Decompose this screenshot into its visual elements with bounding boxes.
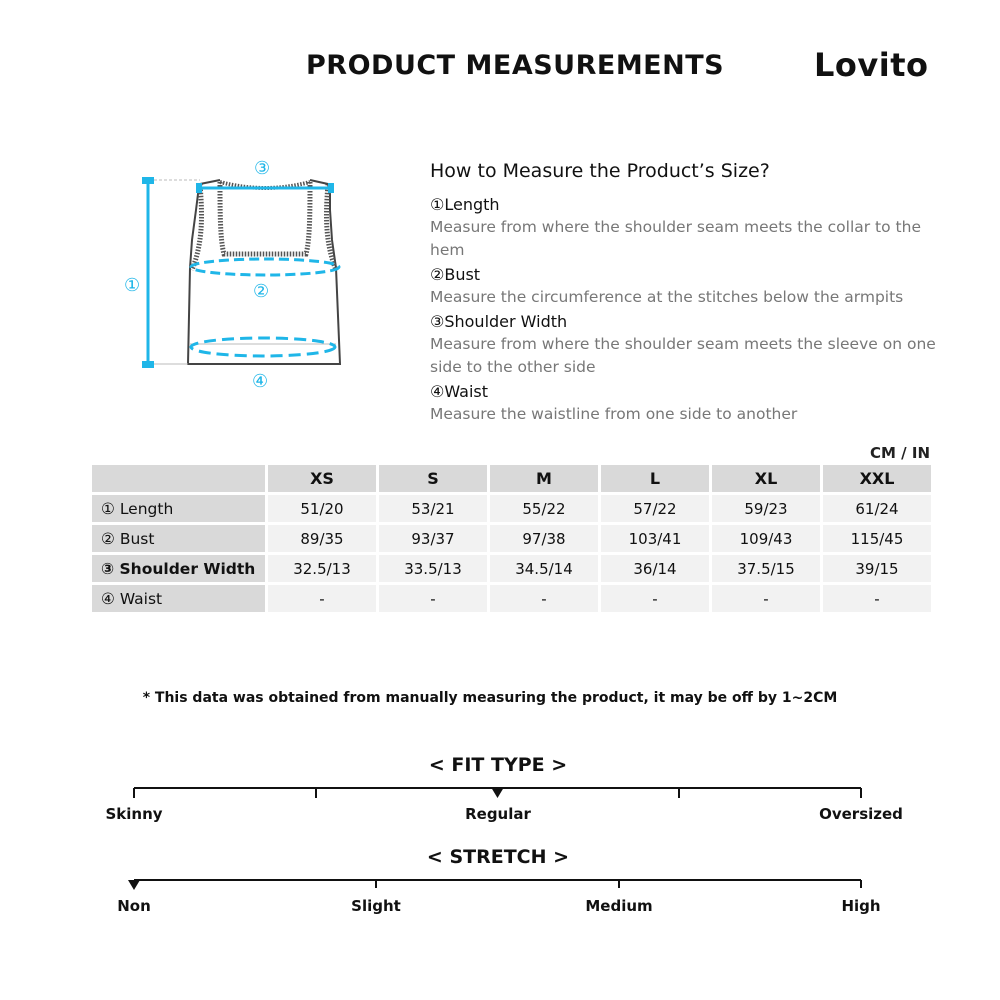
measure-guide bbox=[430, 194, 950, 428]
size-header: XXL bbox=[823, 465, 931, 492]
table-cell: 115/45 bbox=[823, 525, 931, 552]
stretch-marker-icon bbox=[128, 880, 140, 890]
table-cell: 57/22 bbox=[601, 495, 709, 522]
stretch-scale bbox=[0, 872, 1000, 896]
stretch-label-slight: Slight bbox=[351, 897, 401, 915]
table-row bbox=[92, 585, 931, 612]
row-label: ④ Waist bbox=[92, 585, 265, 612]
table-row bbox=[92, 525, 931, 552]
table-corner bbox=[92, 465, 265, 492]
fit-type-label-regular: Regular bbox=[465, 805, 531, 823]
length-measure-icon bbox=[142, 177, 200, 368]
table-row bbox=[92, 495, 931, 522]
stretch-label-medium: Medium bbox=[585, 897, 653, 915]
table-cell: - bbox=[823, 585, 931, 612]
fit-type-scale bbox=[0, 780, 1000, 804]
guide-term-waist: ④Waist bbox=[430, 382, 488, 401]
bust-measure-icon bbox=[191, 259, 339, 275]
size-header: XS bbox=[268, 465, 376, 492]
table-cell: - bbox=[268, 585, 376, 612]
table-row bbox=[92, 555, 931, 582]
table-cell: 55/22 bbox=[490, 495, 598, 522]
size-header: L bbox=[601, 465, 709, 492]
guide-desc-shoulder: Measure from where the shoulder seam meets the sleeve on one side to the other side bbox=[430, 335, 936, 376]
stretch-label-high: High bbox=[841, 897, 881, 915]
row-label: ① Length bbox=[92, 495, 265, 522]
guide-term-length: ①Length bbox=[430, 195, 500, 214]
table-cell: 53/21 bbox=[379, 495, 487, 522]
size-table bbox=[89, 462, 934, 615]
table-cell: 39/15 bbox=[823, 555, 931, 582]
table-cell: - bbox=[601, 585, 709, 612]
table-cell: - bbox=[379, 585, 487, 612]
brand-logo: Lovito bbox=[814, 46, 929, 84]
size-header: XL bbox=[712, 465, 820, 492]
table-cell: 97/38 bbox=[490, 525, 598, 552]
units-label: CM / IN bbox=[870, 444, 930, 462]
shoulder-measure-icon bbox=[196, 183, 334, 193]
stretch-title: < STRETCH > bbox=[426, 846, 570, 868]
marker-bust: ② bbox=[253, 281, 270, 302]
table-header-row bbox=[92, 465, 931, 492]
fit-type-label-skinny: Skinny bbox=[105, 805, 163, 823]
marker-waist: ④ bbox=[252, 371, 269, 392]
table-cell: 51/20 bbox=[268, 495, 376, 522]
guide-term-bust: ②Bust bbox=[430, 265, 481, 284]
guide-desc-bust: Measure the circumference at the stitches below the armpits bbox=[430, 288, 904, 306]
table-cell: - bbox=[490, 585, 598, 612]
row-label: ③ Shoulder Width bbox=[92, 555, 265, 582]
size-header: M bbox=[490, 465, 598, 492]
waist-measure-icon bbox=[191, 338, 335, 356]
table-cell: 34.5/14 bbox=[490, 555, 598, 582]
table-cell: - bbox=[712, 585, 820, 612]
table-cell: 36/14 bbox=[601, 555, 709, 582]
table-cell: 37.5/15 bbox=[712, 555, 820, 582]
guide-term-shoulder: ③Shoulder Width bbox=[430, 312, 568, 331]
table-cell: 61/24 bbox=[823, 495, 931, 522]
table-cell: 109/43 bbox=[712, 525, 820, 552]
stretch-label-non: Non bbox=[117, 897, 151, 915]
size-header: S bbox=[379, 465, 487, 492]
page-title: PRODUCT MEASUREMENTS bbox=[306, 50, 725, 81]
table-cell: 103/41 bbox=[601, 525, 709, 552]
marker-shoulder: ③ bbox=[254, 158, 271, 179]
tank-top-diagram bbox=[100, 150, 360, 400]
table-cell: 59/23 bbox=[712, 495, 820, 522]
table-cell: 89/35 bbox=[268, 525, 376, 552]
table-cell: 33.5/13 bbox=[379, 555, 487, 582]
row-label: ② Bust bbox=[92, 525, 265, 552]
guide-desc-waist: Measure the waistline from one side to another bbox=[430, 405, 798, 423]
table-cell: 32.5/13 bbox=[268, 555, 376, 582]
table-cell: 93/37 bbox=[379, 525, 487, 552]
fit-type-title: < FIT TYPE > bbox=[428, 754, 568, 776]
guide-title: How to Measure the Product’s Size? bbox=[430, 160, 770, 182]
fit-type-label-oversized: Oversized bbox=[819, 805, 903, 823]
guide-desc-length: Measure from where the shoulder seam meets the collar to the hem bbox=[430, 218, 921, 259]
fit-type-marker-icon bbox=[492, 788, 504, 798]
marker-length: ① bbox=[124, 275, 141, 296]
measurement-note: * This data was obtained from manually measuring the product, it may be off by 1~2CM bbox=[142, 690, 838, 706]
